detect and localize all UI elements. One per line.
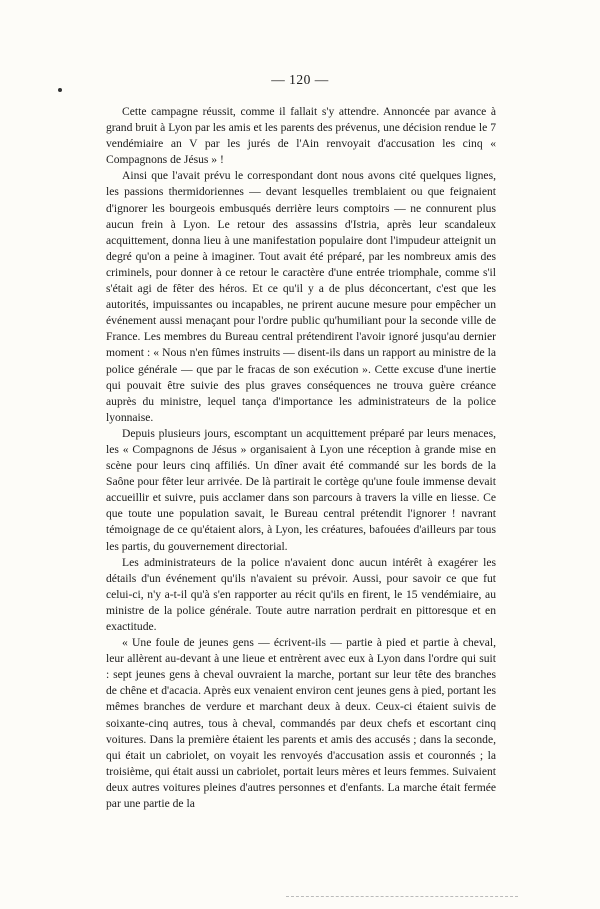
footer-rule: [286, 896, 518, 897]
paragraph-5: « Une foule de jeunes gens — écrivent-ils — partie à pied et partie à cheval, leur allèrent au-devant à une lieue et entrèrent avec eux à Lyon dans l'ordre qui suit : sept jeunes gens à cheval ouvraient la marche, portant sur leur tête des branches de chêne et d'acacia. Après eux venaient environ cent jeunes gens à pied, portant les mêmes branches de verdure et marchant deux à deux. Ceux-ci étaient suivis de soixante-cinq autres, tous à cheval, commandés par deux chefs et escortant cinq voitures. Dans la première étaient les parents et amis des accusés ; dans la seconde, qui était un cabriolet, on voyait les renvoyés d'accusation assis et couronnés ; la troisième, qui était aussi un cabriolet, portait leurs mères et leurs femmes. Suivaient deux autres voitures pleines d'autres personnes et d'enfants. La marche était fermée par une partie de la: [106, 636, 496, 811]
margin-mark: [58, 88, 62, 92]
paragraph-2: Ainsi que l'avait prévu le correspondant dont nous avons cité quelques lignes, les passions thermidoriennes — devant lesquelles tremblaient ou que feignaient d'ignorer les bourgeois embusqués derrière leurs comptoirs — ne connurent plus aucun frein à Lyon. Le retour des assassins d'Istria, après leur scandaleux acquittement, donna lieu à une manifestation populaire dont l'impudeur atteignit un degré qu'on a peine à imaginer. Tout avait été préparé, par les nombreux amis des criminels, pour donner à ce retour le caractère d'une entrée triomphale, comme s'il s'était agi de fêter des héros. Et ce qu'il y a de plus déconcertant, c'est que les autorités, impuissantes ou incapables, ne prirent aucune mesure pour empêcher un événement aussi menaçant pour l'ordre public qu'humiliant pour la seconde ville de France. Les membres du Bureau central prétendirent l'avoir ignoré jusqu'au dernier moment : « Nous n'en fûmes instruits — disent-ils dans un rapport au ministre de la police générale — que par le fracas de son exécution ». Cette excuse d'une inertie qui pouvait être suivie des plus graves conséquences ne trouva guère créance auprès du ministre, lequel tança d'importance les administrateurs de la police lyonnaise.: [106, 169, 496, 424]
paragraph-3: Depuis plusieurs jours, escomptant un acquittement préparé par leurs menaces, les « Compagnons de Jésus » organisaient à Lyon une réception à grande mise en scène pour leurs cinq affiliés. Un dîner avait été commandé sur les bords de la Saône pour fêter leur arrivée. De là partirait le cortège qu'une foule immense devait accueillir et suivre, puis acclamer dans son parcours à travers la ville en liesse. Ce que toute une population savait, le Bureau central prétendit l'ignorer ! navrant témoignage de ce qu'étaient alors, à Lyon, les créatures, bafouées d'ailleurs par tous les partis, du gouvernement directorial.: [106, 426, 496, 553]
page-number: — 120 —: [271, 72, 329, 87]
paragraph-1: Cette campagne réussit, comme il fallait s'y attendre. Annoncée par avance à grand bruit à Lyon par les amis et les parents des prévenus, une décision rendue le 7 vendémiaire an V par les jurés de l'Ain renvoyait d'accusation les cinq « Compagnons de Jésus » !: [106, 105, 496, 167]
paragraph-4: Les administrateurs de la police n'avaient donc aucun intérêt à exagérer les détails d'un événement qu'ils n'avaient su prévoir. Aussi, pour savoir ce que fut celui-ci, n'y a-t-il qu'à s'en rapporter au récit qu'ils en firent, le 15 vendémiaire, au ministre de la police générale. Toute autre narration perdrait en pittoresque et en exactitude.: [106, 555, 496, 633]
body-text: [106, 104, 496, 812]
